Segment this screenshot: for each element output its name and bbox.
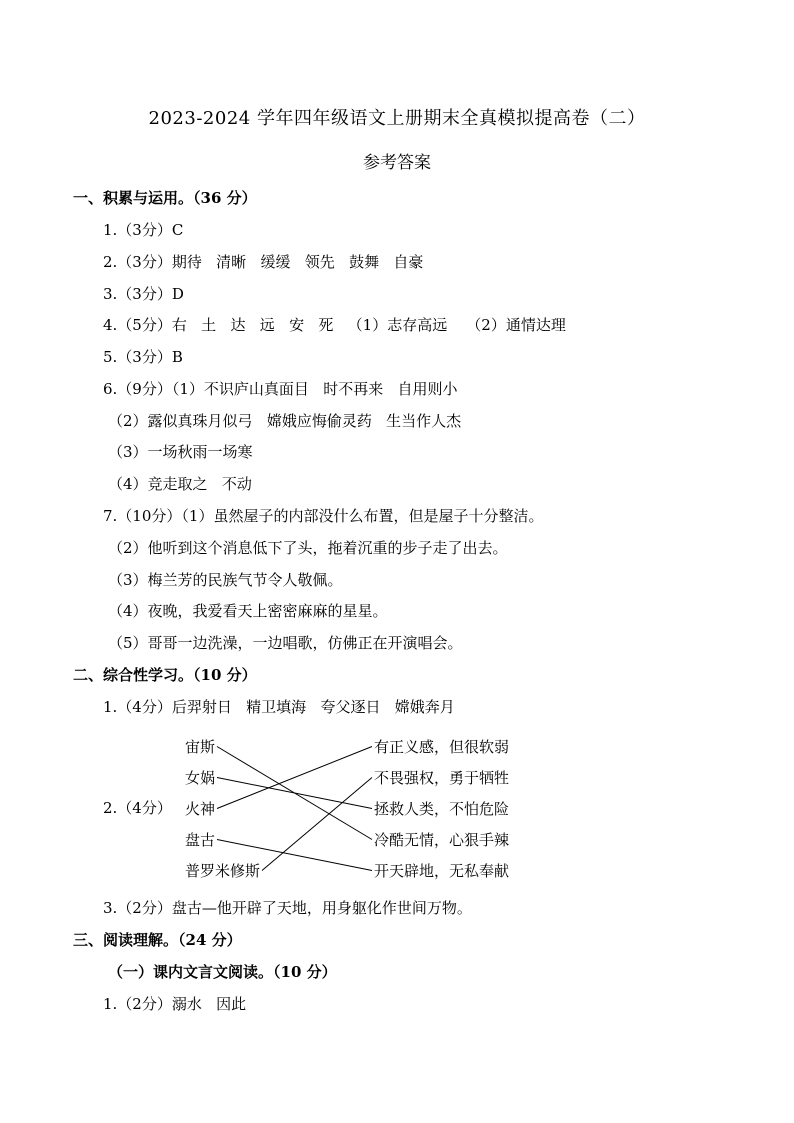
answer-line: 5.（3分）B	[103, 348, 183, 366]
answer-line: 2.（3分）期待 清晰 缓缓 领先 鼓舞 自豪	[103, 253, 424, 271]
match-right-item: 冷酷无情，心狠手辣	[374, 831, 510, 849]
section-heading-1: 一、积累与运用。（36 分）	[73, 189, 257, 207]
answer-line: 4.（5分）右 土 达 远 安 死 （1）志存高远 （2）通情达理	[103, 316, 566, 334]
section-heading-2: 二、综合性学习。（10 分）	[73, 666, 257, 684]
match-connector-line	[217, 747, 372, 809]
match-right-item: 不畏强权，勇于牺牲	[374, 769, 510, 787]
answer-line: 1.（2分）溺水 因此	[103, 995, 247, 1013]
match-left-item: 普罗米修斯	[185, 862, 261, 880]
match-left-item: 女娲	[185, 769, 216, 787]
section-heading-3: 三、阅读理解。（24 分）	[73, 931, 242, 949]
match-right-item: 有正义感，但很软弱	[374, 738, 510, 756]
answer-line: 1.（3分）C	[103, 221, 184, 239]
match-connector-line	[217, 778, 372, 809]
answer-line: （4）竞走取之 不动	[108, 475, 252, 493]
match-right-item: 拯救人类，不怕危险	[374, 800, 510, 818]
document-subtitle: 参考答案	[363, 153, 431, 173]
matching-question-label: 2.（4分）	[103, 799, 172, 817]
match-left-item: 宙斯	[185, 738, 216, 756]
answer-line: 3.（2分）盘古—他开辟了天地，用身躯化作世间万物。	[103, 899, 472, 917]
match-connector-line	[262, 778, 372, 871]
answer-line: （3）一场秋雨一场寒	[108, 443, 253, 461]
document-title: 2023-2024 学年四年级语文上册期末全真模拟提高卷（二）	[148, 108, 646, 129]
match-left-item: 火神	[185, 800, 216, 818]
answer-line: 3.（3分）D	[103, 285, 184, 303]
answer-line: （4）夜晚，我爱看天上密密麻麻的星星。	[108, 602, 388, 620]
answer-line: （2）他听到这个消息低下了头，拖着沉重的步子走了出去。	[108, 539, 508, 557]
answer-line: （2）露似真珠月似弓 嫦娥应悔偷灵药 生当作人杰	[108, 412, 462, 430]
answer-line: （3）梅兰芳的民族气节令人敬佩。	[108, 571, 343, 589]
answer-line: 7.（10分）（1）虽然屋子的内部没什么布置，但是屋子十分整洁。	[103, 507, 544, 525]
answer-line: （5）哥哥一边洗澡，一边唱歌，仿佛正在开演唱会。	[108, 634, 463, 652]
match-connector-line	[217, 840, 372, 871]
subsection-heading: （一）课内文言文阅读。（10 分）	[108, 963, 337, 981]
match-left-item: 盘古	[185, 831, 216, 849]
match-right-item: 开天辟地，无私奉献	[374, 862, 510, 880]
answer-line: 6.（9分）（1）不识庐山真面目 时不再来 自用则小	[103, 380, 458, 398]
answer-line: 1.（4分）后羿射日 精卫填海 夸父逐日 嫦娥奔月	[103, 698, 455, 716]
